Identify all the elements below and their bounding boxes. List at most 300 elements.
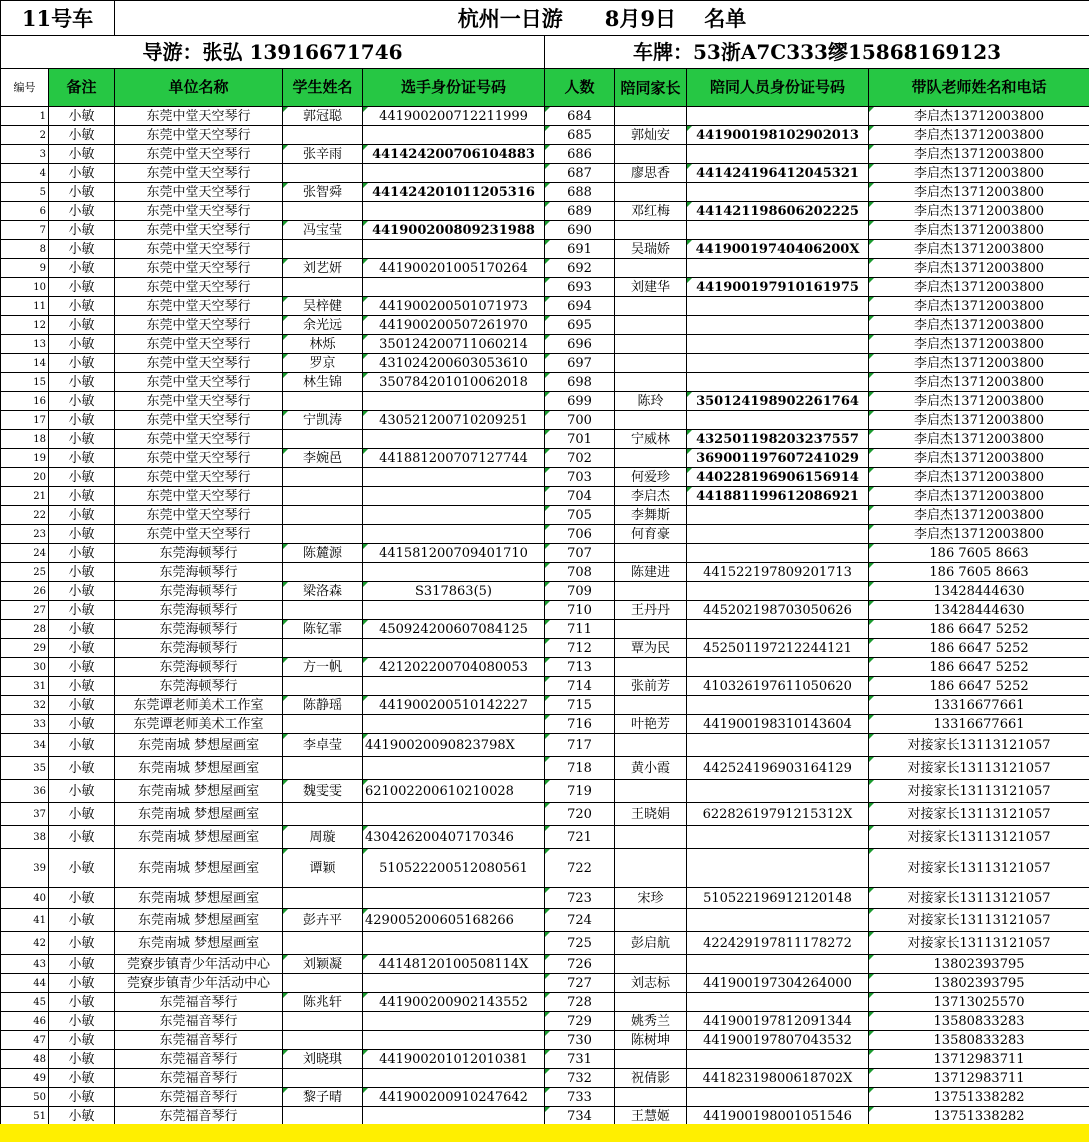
row-index: 34 xyxy=(1,734,49,757)
parent-id-cell: 441421198606202225 xyxy=(687,202,869,221)
count-cell: 702 xyxy=(545,449,615,468)
parent-name-cell xyxy=(615,335,687,354)
teacher-cell: 13751338282 xyxy=(869,1107,1089,1126)
unit-cell: 东莞南城 梦想屋画室 xyxy=(115,849,283,888)
unit-cell: 东莞海顿琴行 xyxy=(115,601,283,620)
teacher-cell: 186 7605 8663 xyxy=(869,563,1089,582)
student-id-cell: 430521200710209251 xyxy=(363,411,545,430)
unit-cell: 东莞福音琴行 xyxy=(115,1050,283,1069)
note-cell: 小敏 xyxy=(49,1107,115,1126)
row-index: 32 xyxy=(1,696,49,715)
row-index: 17 xyxy=(1,411,49,430)
row-index: 50 xyxy=(1,1088,49,1107)
teacher-cell: 李启杰13712003800 xyxy=(869,126,1089,145)
student-name-cell: 张智舜 xyxy=(283,183,363,202)
unit-cell: 东莞南城 梦想屋画室 xyxy=(115,932,283,955)
parent-id-cell: 441900197807043532 xyxy=(687,1031,869,1050)
count-cell: 723 xyxy=(545,888,615,909)
teacher-cell: 李启杰13712003800 xyxy=(869,430,1089,449)
table-row xyxy=(1,202,1089,221)
note-cell: 小敏 xyxy=(49,582,115,601)
unit-cell: 东莞中堂天空琴行 xyxy=(115,411,283,430)
table-row xyxy=(1,468,1089,487)
table-row xyxy=(1,411,1089,430)
student-id-cell xyxy=(363,803,545,826)
parent-id-cell xyxy=(687,316,869,335)
student-id-cell: 44190020090823798X xyxy=(363,734,545,757)
note-cell: 小敏 xyxy=(49,449,115,468)
student-name-cell xyxy=(283,1069,363,1088)
parent-id-cell xyxy=(687,411,869,430)
unit-cell: 东莞谭老师美术工作室 xyxy=(115,696,283,715)
parent-id-cell: 445202198703050626 xyxy=(687,601,869,620)
table-row xyxy=(1,1031,1089,1050)
note-cell: 小敏 xyxy=(49,563,115,582)
student-id-cell: S317863(5) xyxy=(363,582,545,601)
student-id-cell xyxy=(363,677,545,696)
header-student-id: 选手身份证号码 xyxy=(363,69,545,107)
parent-name-cell: 刘志标 xyxy=(615,974,687,993)
count-cell: 730 xyxy=(545,1031,615,1050)
parent-name-cell: 邓红梅 xyxy=(615,202,687,221)
student-id-cell: 441900200510142227 xyxy=(363,696,545,715)
table-row xyxy=(1,757,1089,780)
student-id-cell: 441581200709401710 xyxy=(363,544,545,563)
note-cell: 小敏 xyxy=(49,259,115,278)
student-id-cell: 621002200610210028 xyxy=(363,780,545,803)
student-id-cell: 441900200809231988 xyxy=(363,221,545,240)
row-index: 20 xyxy=(1,468,49,487)
note-cell: 小敏 xyxy=(49,677,115,696)
note-cell: 小敏 xyxy=(49,297,115,316)
teacher-cell: 13580833283 xyxy=(869,1031,1089,1050)
student-name-cell: 张辛雨 xyxy=(283,145,363,164)
row-index: 48 xyxy=(1,1050,49,1069)
table-row xyxy=(1,126,1089,145)
unit-cell: 东莞中堂天空琴行 xyxy=(115,183,283,202)
unit-cell: 东莞中堂天空琴行 xyxy=(115,164,283,183)
teacher-cell: 李启杰13712003800 xyxy=(869,259,1089,278)
parent-name-cell: 宁威林 xyxy=(615,430,687,449)
table-row xyxy=(1,932,1089,955)
count-cell: 720 xyxy=(545,803,615,826)
count-cell: 721 xyxy=(545,826,615,849)
student-id-cell xyxy=(363,1069,545,1088)
table-row xyxy=(1,430,1089,449)
student-id-cell: 350124200711060214 xyxy=(363,335,545,354)
parent-id-cell xyxy=(687,221,869,240)
note-cell: 小敏 xyxy=(49,658,115,677)
header-parent: 陪同家长 xyxy=(615,69,687,107)
row-index: 36 xyxy=(1,780,49,803)
table-row xyxy=(1,240,1089,259)
header-unit: 单位名称 xyxy=(115,69,283,107)
row-index: 13 xyxy=(1,335,49,354)
student-id-cell xyxy=(363,757,545,780)
table-row xyxy=(1,1050,1089,1069)
unit-cell: 东莞中堂天空琴行 xyxy=(115,278,283,297)
teacher-cell: 13712983711 xyxy=(869,1069,1089,1088)
student-name-cell xyxy=(283,1031,363,1050)
unit-cell: 东莞福音琴行 xyxy=(115,1012,283,1031)
parent-id-cell: 440228196906156914 xyxy=(687,468,869,487)
student-id-cell: 350784201010062018 xyxy=(363,373,545,392)
teacher-cell: 李启杰13712003800 xyxy=(869,183,1089,202)
row-index: 24 xyxy=(1,544,49,563)
table-row xyxy=(1,107,1089,126)
count-cell: 707 xyxy=(545,544,615,563)
row-index: 9 xyxy=(1,259,49,278)
table-row xyxy=(1,955,1089,974)
student-name-cell xyxy=(283,803,363,826)
student-name-cell: 吴梓健 xyxy=(283,297,363,316)
teacher-cell: 李启杰13712003800 xyxy=(869,449,1089,468)
count-cell: 700 xyxy=(545,411,615,430)
table-row xyxy=(1,1107,1089,1126)
note-cell: 小敏 xyxy=(49,335,115,354)
student-name-cell: 周璇 xyxy=(283,826,363,849)
table-row xyxy=(1,1069,1089,1088)
note-cell: 小敏 xyxy=(49,1050,115,1069)
parent-name-cell: 覃为民 xyxy=(615,639,687,658)
parent-name-cell: 陈玲 xyxy=(615,392,687,411)
unit-cell: 东莞中堂天空琴行 xyxy=(115,354,283,373)
row-index: 28 xyxy=(1,620,49,639)
note-cell: 小敏 xyxy=(49,696,115,715)
teacher-cell: 186 6647 5252 xyxy=(869,620,1089,639)
count-cell: 705 xyxy=(545,506,615,525)
student-name-cell xyxy=(283,974,363,993)
table-row xyxy=(1,909,1089,932)
student-name-cell xyxy=(283,601,363,620)
student-name-cell xyxy=(283,677,363,696)
student-name-cell xyxy=(283,1012,363,1031)
row-index: 8 xyxy=(1,240,49,259)
count-cell: 716 xyxy=(545,715,615,734)
teacher-cell: 13751338282 xyxy=(869,1088,1089,1107)
parent-id-cell: 442524196903164129 xyxy=(687,757,869,780)
plate-info: 车牌：53浙A7C333缪15868169123 xyxy=(545,36,1089,69)
student-name-cell xyxy=(283,430,363,449)
parent-id-cell: 369001197607241029 xyxy=(687,449,869,468)
note-cell: 小敏 xyxy=(49,993,115,1012)
note-cell: 小敏 xyxy=(49,1031,115,1050)
note-cell: 小敏 xyxy=(49,126,115,145)
student-id-cell: 441424201011205316 xyxy=(363,183,545,202)
note-cell: 小敏 xyxy=(49,974,115,993)
parent-name-cell: 李启杰 xyxy=(615,487,687,506)
count-cell: 711 xyxy=(545,620,615,639)
row-index: 43 xyxy=(1,955,49,974)
table-row xyxy=(1,354,1089,373)
count-cell: 706 xyxy=(545,525,615,544)
count-cell: 725 xyxy=(545,932,615,955)
student-id-cell: 450924200607084125 xyxy=(363,620,545,639)
unit-cell: 东莞海顿琴行 xyxy=(115,677,283,696)
note-cell: 小敏 xyxy=(49,620,115,639)
count-cell: 695 xyxy=(545,316,615,335)
student-name-cell xyxy=(283,715,363,734)
row-index: 18 xyxy=(1,430,49,449)
count-cell: 685 xyxy=(545,126,615,145)
parent-id-cell xyxy=(687,780,869,803)
note-cell: 小敏 xyxy=(49,392,115,411)
count-cell: 713 xyxy=(545,658,615,677)
row-index: 37 xyxy=(1,803,49,826)
row-index: 6 xyxy=(1,202,49,221)
unit-cell: 东莞中堂天空琴行 xyxy=(115,506,283,525)
unit-cell: 东莞中堂天空琴行 xyxy=(115,145,283,164)
table-row xyxy=(1,826,1089,849)
header-note: 备注 xyxy=(49,69,115,107)
table-row xyxy=(1,278,1089,297)
note-cell: 小敏 xyxy=(49,145,115,164)
student-id-cell xyxy=(363,240,545,259)
parent-name-cell xyxy=(615,658,687,677)
student-id-cell xyxy=(363,468,545,487)
count-cell: 694 xyxy=(545,297,615,316)
unit-cell: 东莞中堂天空琴行 xyxy=(115,297,283,316)
row-index: 3 xyxy=(1,145,49,164)
note-cell: 小敏 xyxy=(49,1069,115,1088)
parent-id-cell xyxy=(687,658,869,677)
count-cell: 712 xyxy=(545,639,615,658)
table-row xyxy=(1,373,1089,392)
row-index: 22 xyxy=(1,506,49,525)
parent-name-cell: 张前芳 xyxy=(615,677,687,696)
parent-name-cell xyxy=(615,145,687,164)
count-cell: 690 xyxy=(545,221,615,240)
student-name-cell: 刘颖凝 xyxy=(283,955,363,974)
student-name-cell: 黎子晴 xyxy=(283,1088,363,1107)
row-index: 41 xyxy=(1,909,49,932)
unit-cell: 东莞中堂天空琴行 xyxy=(115,487,283,506)
parent-name-cell xyxy=(615,909,687,932)
parent-id-cell xyxy=(687,582,869,601)
student-id-cell: 441424200706104883 xyxy=(363,145,545,164)
teacher-cell: 对接家长13113121057 xyxy=(869,849,1089,888)
teacher-cell: 李启杰13712003800 xyxy=(869,164,1089,183)
parent-name-cell xyxy=(615,993,687,1012)
student-id-cell xyxy=(363,974,545,993)
parent-id-cell xyxy=(687,506,869,525)
student-name-cell: 宁凯涛 xyxy=(283,411,363,430)
count-cell: 715 xyxy=(545,696,615,715)
parent-name-cell: 吴瑞娇 xyxy=(615,240,687,259)
parent-name-cell: 廖思香 xyxy=(615,164,687,183)
table-row xyxy=(1,392,1089,411)
parent-id-cell xyxy=(687,849,869,888)
note-cell: 小敏 xyxy=(49,639,115,658)
student-name-cell xyxy=(283,278,363,297)
row-index: 38 xyxy=(1,826,49,849)
parent-id-cell xyxy=(687,1050,869,1069)
count-cell: 689 xyxy=(545,202,615,221)
note-cell: 小敏 xyxy=(49,757,115,780)
row-index: 45 xyxy=(1,993,49,1012)
teacher-cell: 对接家长13113121057 xyxy=(869,780,1089,803)
student-name-cell: 彭卉平 xyxy=(283,909,363,932)
teacher-cell: 李启杰13712003800 xyxy=(869,240,1089,259)
table-row xyxy=(1,620,1089,639)
count-cell: 733 xyxy=(545,1088,615,1107)
parent-name-cell: 何育豪 xyxy=(615,525,687,544)
student-name-cell xyxy=(283,525,363,544)
note-cell: 小敏 xyxy=(49,601,115,620)
count-cell: 692 xyxy=(545,259,615,278)
count-cell: 691 xyxy=(545,240,615,259)
table-row xyxy=(1,335,1089,354)
student-id-cell: 429005200605168266 xyxy=(363,909,545,932)
student-name-cell: 林生锦 xyxy=(283,373,363,392)
parent-id-cell: 44190019740406200X xyxy=(687,240,869,259)
parent-name-cell: 刘建华 xyxy=(615,278,687,297)
count-cell: 697 xyxy=(545,354,615,373)
parent-id-cell xyxy=(687,909,869,932)
teacher-cell: 13428444630 xyxy=(869,582,1089,601)
parent-id-cell xyxy=(687,259,869,278)
table-row xyxy=(1,639,1089,658)
parent-id-cell: 441900198102902013 xyxy=(687,126,869,145)
student-id-cell: 510522200512080561 xyxy=(363,849,545,888)
student-name-cell xyxy=(283,164,363,183)
table-row xyxy=(1,1012,1089,1031)
note-cell: 小敏 xyxy=(49,715,115,734)
unit-cell: 东莞中堂天空琴行 xyxy=(115,240,283,259)
student-name-cell xyxy=(283,487,363,506)
unit-cell: 东莞中堂天空琴行 xyxy=(115,430,283,449)
teacher-cell: 对接家长13113121057 xyxy=(869,826,1089,849)
row-index: 27 xyxy=(1,601,49,620)
student-name-cell: 罗京 xyxy=(283,354,363,373)
unit-cell: 东莞海顿琴行 xyxy=(115,620,283,639)
table-row xyxy=(1,297,1089,316)
teacher-cell: 李启杰13712003800 xyxy=(869,468,1089,487)
unit-cell: 东莞中堂天空琴行 xyxy=(115,525,283,544)
student-name-cell xyxy=(283,126,363,145)
student-name-cell: 李婉邑 xyxy=(283,449,363,468)
teacher-cell: 13713025570 xyxy=(869,993,1089,1012)
student-id-cell xyxy=(363,1031,545,1050)
count-cell: 734 xyxy=(545,1107,615,1126)
parent-id-cell xyxy=(687,297,869,316)
table-row xyxy=(1,803,1089,826)
table-row xyxy=(1,780,1089,803)
count-cell: 731 xyxy=(545,1050,615,1069)
note-cell: 小敏 xyxy=(49,525,115,544)
parent-id-cell: 432501198203237557 xyxy=(687,430,869,449)
unit-cell: 东莞福音琴行 xyxy=(115,1088,283,1107)
parent-id-cell xyxy=(687,696,869,715)
table-row xyxy=(1,974,1089,993)
note-cell: 小敏 xyxy=(49,734,115,757)
count-cell: 714 xyxy=(545,677,615,696)
header-teacher: 带队老师姓名和电话 xyxy=(869,69,1089,107)
footer-highlight-bar xyxy=(0,1124,1089,1142)
unit-cell: 东莞中堂天空琴行 xyxy=(115,126,283,145)
student-id-cell: 441900200501071973 xyxy=(363,297,545,316)
note-cell: 小敏 xyxy=(49,506,115,525)
table-row xyxy=(1,164,1089,183)
student-name-cell: 刘艺妍 xyxy=(283,259,363,278)
student-id-cell xyxy=(363,715,545,734)
row-index: 4 xyxy=(1,164,49,183)
header-count: 人数 xyxy=(545,69,615,107)
teacher-cell: 李启杰13712003800 xyxy=(869,297,1089,316)
note-cell: 小敏 xyxy=(49,1088,115,1107)
student-id-cell xyxy=(363,563,545,582)
parent-name-cell xyxy=(615,221,687,240)
teacher-cell: 186 6647 5252 xyxy=(869,677,1089,696)
parent-name-cell: 陈建进 xyxy=(615,563,687,582)
row-index: 25 xyxy=(1,563,49,582)
unit-cell: 东莞海顿琴行 xyxy=(115,639,283,658)
table-row xyxy=(1,449,1089,468)
student-name-cell xyxy=(283,639,363,658)
note-cell: 小敏 xyxy=(49,955,115,974)
row-index: 29 xyxy=(1,639,49,658)
count-cell: 709 xyxy=(545,582,615,601)
unit-cell: 东莞福音琴行 xyxy=(115,1107,283,1126)
table-row xyxy=(1,183,1089,202)
parent-name-cell: 何爱珍 xyxy=(615,468,687,487)
student-id-cell xyxy=(363,392,545,411)
unit-cell: 东莞中堂天空琴行 xyxy=(115,259,283,278)
parent-name-cell xyxy=(615,259,687,278)
student-name-cell xyxy=(283,468,363,487)
parent-name-cell xyxy=(615,411,687,430)
unit-cell: 东莞福音琴行 xyxy=(115,993,283,1012)
parent-name-cell xyxy=(615,183,687,202)
row-index: 51 xyxy=(1,1107,49,1126)
count-cell: 699 xyxy=(545,392,615,411)
parent-name-cell: 郭灿安 xyxy=(615,126,687,145)
student-id-cell xyxy=(363,888,545,909)
unit-cell: 东莞福音琴行 xyxy=(115,1031,283,1050)
unit-cell: 东莞福音琴行 xyxy=(115,1069,283,1088)
teacher-cell: 13580833283 xyxy=(869,1012,1089,1031)
parent-id-cell: 350124198902261764 xyxy=(687,392,869,411)
row-index: 40 xyxy=(1,888,49,909)
student-id-cell xyxy=(363,525,545,544)
unit-cell: 东莞南城 梦想屋画室 xyxy=(115,734,283,757)
unit-cell: 东莞南城 梦想屋画室 xyxy=(115,826,283,849)
parent-id-cell xyxy=(687,993,869,1012)
parent-name-cell xyxy=(615,734,687,757)
parent-id-cell xyxy=(687,525,869,544)
parent-id-cell: 441900197304264000 xyxy=(687,974,869,993)
parent-name-cell xyxy=(615,826,687,849)
student-name-cell xyxy=(283,757,363,780)
teacher-cell: 李启杰13712003800 xyxy=(869,487,1089,506)
teacher-cell: 13316677661 xyxy=(869,696,1089,715)
unit-cell: 莞寮步镇青少年活动中心 xyxy=(115,974,283,993)
parent-id-cell: 441424196412045321 xyxy=(687,164,869,183)
student-name-cell xyxy=(283,932,363,955)
student-id-cell xyxy=(363,202,545,221)
count-cell: 718 xyxy=(545,757,615,780)
note-cell: 小敏 xyxy=(49,544,115,563)
parent-name-cell xyxy=(615,780,687,803)
teacher-cell: 13712983711 xyxy=(869,1050,1089,1069)
sheet-title: 杭州一日游 8月9日 名单 xyxy=(115,1,1089,36)
student-id-cell: 44148120100508114X xyxy=(363,955,545,974)
student-name-cell xyxy=(283,240,363,259)
parent-name-cell xyxy=(615,544,687,563)
note-cell: 小敏 xyxy=(49,107,115,126)
count-cell: 732 xyxy=(545,1069,615,1088)
note-cell: 小敏 xyxy=(49,932,115,955)
